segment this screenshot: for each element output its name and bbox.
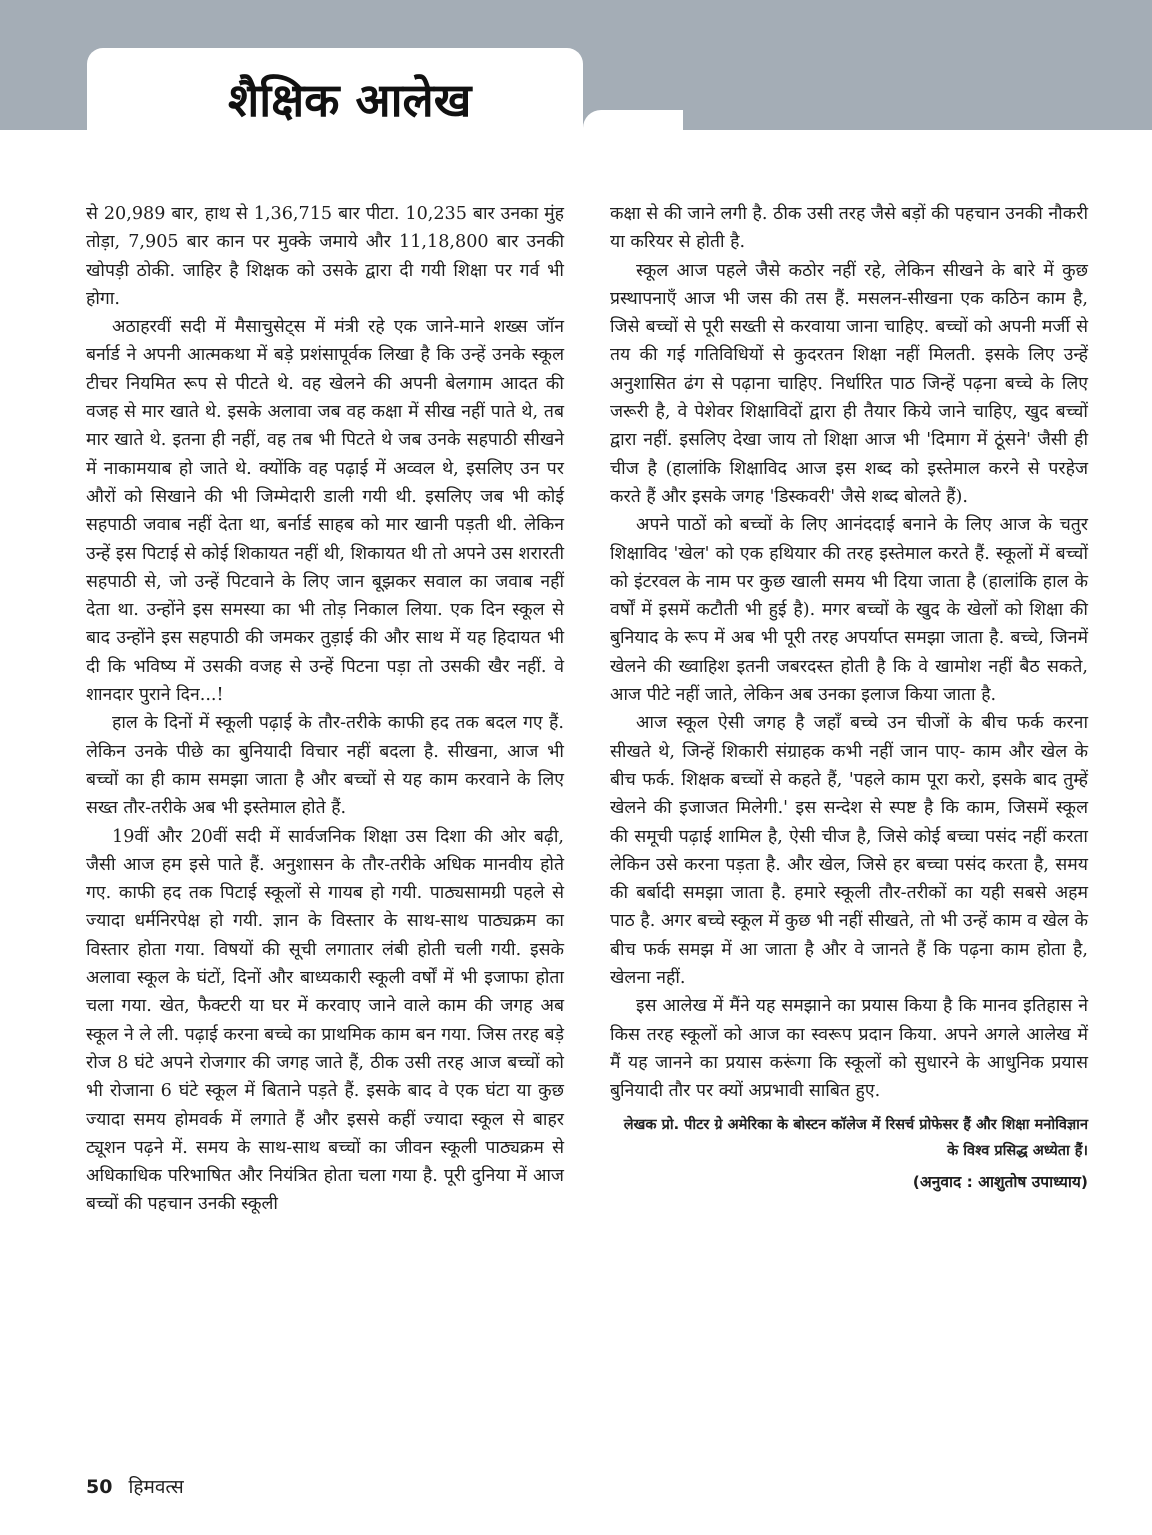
page-number: 50: [86, 1476, 113, 1498]
page-footer: [86, 1474, 184, 1500]
paragraph: कक्षा से की जाने लगी है. ठीक उसी तरह जैसे बड़ों की पहचान उनकी नौकरी या करियर से होती है.: [610, 204, 1088, 253]
publication-name: हिमवत्स: [128, 1476, 184, 1498]
paragraph: से 20,989 बार, हाथ से 1,36,715 बार पीटा. 10,235 बार उनका मुंह तोड़ा, 7,905 बार कान पर मुक्के जमाये और 11,18,800 बार उनकी खोपड़ी ठोकी. जाहिर है शिक्षक को उसके द्वारा दी गयी शिक्षा पर गर्व भी होगा.: [86, 204, 564, 309]
header-notch: [583, 110, 683, 130]
translator-credit: (अनुवाद : आशुतोष उपाध्याय): [912, 1172, 1088, 1191]
paragraph: स्कूल आज पहले जैसे कठोर नहीं रहे, लेकिन सीखने के बारे में कुछ प्रस्थापनाएँ आज भी जस की तस हैं. मसलन-सीखना एक कठिन काम है, जिसे बच्चों से पूरी सख्ती से करवाया जाना चाहिए. बच्चों को अपनी मर्जी से तय की गई गतिविधियों से कुदरतन शिक्षा नहीं मिलती. इसके लिए उन्हें अनुशासित ढंग से पढ़ाना चाहिए. निर्धारित पाठ जिन्हें पढ़ना बच्चे के लिए जरूरी है, वे पेशेवर शिक्षाविदों द्वारा ही तैयार किये जाने चाहिए, खुद बच्चों द्वारा नहीं. इसलिए देखा जाय तो शिक्षा आज भी 'दिमाग में ठूंसने' जैसी ही चीज है (हालांकि शिक्षाविद आज इस शब्द को इस्तेमाल करने से परहेज करते हैं और इसके जगह 'डिस्कवरी' जैसे शब्द बोलते हैं).: [610, 260, 1088, 507]
left-column: [86, 200, 564, 1219]
paragraph: हाल के दिनों में स्कूली पढ़ाई के तौर-तरीके काफी हद तक बदल गए हैं. लेकिन उनके पीछे का बुनियादी विचार नहीं बदला है. सीखना, आज भी बच्चों का ही काम समझा जाता है और बच्चों से यह काम करवाने के लिए सख्त तौर-तरीके अब भी इस्तेमाल होते हैं.: [86, 713, 564, 819]
paragraph: 19वीं और 20वीं सदी में सार्वजनिक शिक्षा उस दिशा की ओर बढ़ी, जैसी आज हम इसे पाते हैं. अनुशासन के तौर-तरीके अधिक मानवीय होते गए. काफी हद तक पिटाई स्कूलों से गायब हो गयी. पाठ्यसामग्री पहले से ज्यादा धर्मनिरपेक्ष हो गयी. ज्ञान के विस्तार के साथ-साथ पाठ्यक्रम का विस्तार होता गया. विषयों की सूची लगातार लंबी होती चली गयी. इसके अलावा स्कूल के घंटों, दिनों और बाध्यकारी स्कूली वर्षों में भी इजाफा होता चला गया. खेत, फैक्टरी या घर में करवाए जाने वाले काम की जगह अब स्कूल ने ले ली. पढ़ाई करना बच्चे का प्राथमिक काम बन गया. जिस तरह बड़े रोज 8 घंटे अपने रोजगार की जगह जाते हैं, ठीक उसी तरह आज बच्चों को भी रोजाना 6 घंटे स्कूल में बिताने पड़ते हैं. इसके बाद वे एक घंटा या कुछ ज्यादा समय होमवर्क में लगाते हैं और इससे कहीं ज्यादा स्कूल से बाहर ट्यूशन पढ़ने में. समय के साथ-साथ बच्चों का जीवन स्कूली पाठ्यक्रम से अधिकाधिक परिभाषित और नियंत्रित होता चला गया है. पूरी दुनिया में आज बच्चों की पहचान उनकी स्कूली: [86, 826, 564, 1215]
right-column: [610, 200, 1088, 1194]
paragraph: इस आलेख में मैंने यह समझाने का प्रयास किया है कि मानव इतिहास ने किस तरह स्कूलों को आज का स्वरूप प्रदान किया. अपने अगले आलेख में मैं यह जानने का प्रयास करूंगा कि स्कूलों को सुधारने के आधुनिक प्रयास बुनियादी तौर पर क्यों अप्रभावी साबित हुए.: [610, 996, 1088, 1102]
paragraph: अठाहरवीं सदी में मैसाचुसेट्स में मंत्री रहे एक जाने-माने शख्स जॉन बर्नार्ड ने अपनी आत्मकथा में बड़े प्रशंसापूर्वक लिखा है कि उन्हें उनके स्कूल टीचर नियमित रूप से पीटते थे. वह खेलने की अपनी बेलगाम आदत की वजह से मार खाते थे. इसके अलावा जब वह कक्षा में सीख नहीं पाते थे, तब मार खाते थे. इतना ही नहीं, वह तब भी पिटते थे जब उनके सहपाठी सीखने में नाकामयाब हो जाते थे. क्योंकि वह पढ़ाई में अव्वल थे, इसलिए उन पर औरों को सिखाने की भी जिम्मेदारी डाली गयी थी. इसलिए जब भी कोई सहपाठी जवाब नहीं देता था, बर्नार्ड साहब को मार खानी पड़ती थी. लेकिन उन्हें इस पिटाई से कोई शिकायत नहीं थी, शिकायत थी तो अपने उस शरारती सहपाठी से, जो उन्हें पिटवाने के लिए जान बूझकर सवाल का जवाब नहीं देता था. उन्होंने इस समस्या का भी तोड़ निकाल लिया. एक दिन स्कूल से बाद उन्होंने इस सहपाठी की जमकर तुड़ाई की और साथ में यह हिदायत भी दी कि भविष्य में उसकी वजह से उन्हें पिटना पड़ा तो उसकी खैर नहीं. वे शानदार पुराने दिन...!: [86, 317, 565, 706]
paragraph: आज स्कूल ऐसी जगह है जहाँ बच्चे उन चीजों के बीच फर्क करना सीखते थे, जिन्हें शिकारी संग्राहक कभी नहीं जान पाए- काम और खेल के बीच फर्क. शिक्षक बच्चों से कहते हैं, 'पहले काम पूरा करो, इसके बाद तुम्हें खेलने की इजाजत मिलेगी.' इस सन्देश से स्पष्ट है कि काम, जिसमें स्कूल की समूची पढ़ाई शामिल है, ऐसी चीज है, जिसे कोई बच्चा पसंद नहीं करता लेकिन उसे करना पड़ता है. और खेल, जिसे हर बच्चा पसंद करता है, समय की बर्बादी समझा जाता है. हमारे स्कूली तौर-तरीकों का यही सबसे अहम पाठ है. अगर बच्चे स्कूल में कुछ भी नहीं सीखते, तो भी उन्हें काम व खेल के बीच फर्क समझ में आ जाता है और वे जानते हैं कि पढ़ना काम होता है, खेलना नहीं.: [610, 713, 1088, 989]
paragraph: अपने पाठों को बच्चों के लिए आनंददाई बनाने के लिए आज के चतुर शिक्षाविद 'खेल' को एक हथियार की तरह इस्तेमाल करते हैं. स्कूलों में बच्चों को इंटरवल के नाम पर कुछ खाली समय भी दिया जाता है (हालांकि हाल के वर्षों में इसमें कटौती भी हुई है). मगर बच्चों के खुद के खेलों को शिक्षा की बुनियाद के रूप में अब भी पूरी तरह अपर्याप्त समझा जाता है. बच्चे, जिनमें खेलने की ख्वाहिश इतनी जबरदस्त होती है कि वे खामोश नहीं बैठ सकते, आज पीटे नहीं जाते, लेकिन अब उनका इलाज किया जाता है.: [610, 515, 1088, 706]
section-title: शैक्षिक आलेख: [228, 73, 472, 127]
author-byline: लेखक प्रो. पीटर ग्रे अमेरिका के बोस्टन कॉलेज में रिसर्च प्रोफेसर हैं और शिक्षा मनोविज्ञान के विश्व प्रसिद्ध अध्येता हैं।: [623, 1116, 1088, 1159]
